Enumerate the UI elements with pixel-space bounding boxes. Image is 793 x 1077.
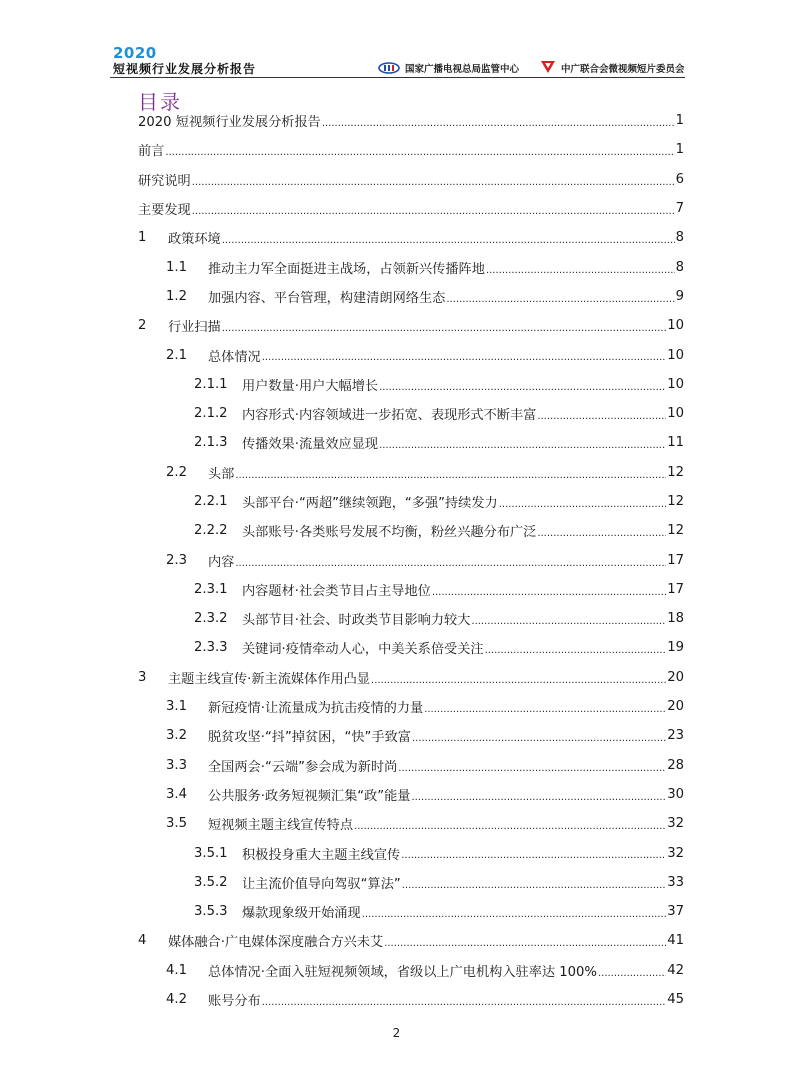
toc-entry[interactable] <box>138 897 684 926</box>
toc-entry-number: 4.2 <box>166 992 187 1008</box>
toc-entry-page: 10 <box>667 318 684 334</box>
nrta-logo-icon <box>378 59 400 78</box>
toc-entry-label: 2020 短视频行业发展分析报告 <box>138 115 321 131</box>
toc-dot-leader <box>411 790 666 803</box>
toc-entry-page: 17 <box>667 581 684 597</box>
toc-entry-page: 20 <box>667 669 684 685</box>
toc-dot-leader <box>537 526 666 539</box>
toc-entry-page: 11 <box>667 435 684 451</box>
toc-dot-leader <box>398 761 666 774</box>
toc-entry-page: 8 <box>675 230 684 246</box>
toc-entry[interactable] <box>138 838 684 867</box>
toc-entry-number: 3.4 <box>166 786 187 802</box>
toc-dot-leader <box>371 673 666 686</box>
report-title: 短视频行业发展分析报告 <box>113 62 257 76</box>
toc-entry-number: 2.1 <box>166 347 187 363</box>
toc-entry-label: 头部节目·社会、时政类节目影响力较大 <box>242 613 471 629</box>
toc-entry-page: 6 <box>675 171 684 187</box>
toc-entry-page: 45 <box>667 992 684 1008</box>
toc-entry[interactable] <box>138 370 684 399</box>
toc-entry[interactable] <box>138 633 684 662</box>
toc-dot-leader <box>354 819 666 832</box>
toc-entry-label: 总体情况 <box>208 349 261 365</box>
toc-dot-leader <box>446 292 674 305</box>
toc-dot-leader <box>192 204 675 217</box>
org-micro-video-committee <box>540 61 685 75</box>
toc-entry-label: 头部 <box>208 466 235 482</box>
toc-entry-page: 37 <box>667 904 684 920</box>
toc-entry-label: 头部平台·“两超”继续领跑，“多强”持续发力 <box>242 496 498 511</box>
toc-entry-label: 账号分布 <box>208 994 261 1010</box>
toc-entry-number: 2.3 <box>166 552 187 568</box>
toc-entry[interactable] <box>138 575 684 604</box>
toc-entry-label: 让主流价值导向驾驭“算法” <box>242 876 401 892</box>
toc-dot-leader <box>379 438 666 451</box>
toc-dot-leader <box>485 643 667 656</box>
toc-dot-leader <box>222 233 675 246</box>
toc-entry-number: 2.3.1 <box>194 581 228 597</box>
toc-dot-leader <box>401 848 666 861</box>
toc-entry-page: 28 <box>667 757 684 773</box>
toc-entry-label: 关键词·疫情牵动人心，中美关系倍受关注 <box>242 642 484 658</box>
toc-entry-number: 2.2.1 <box>194 494 228 509</box>
toc-dot-leader <box>165 145 674 158</box>
toc-entry-page: 7 <box>675 201 684 217</box>
toc-entry[interactable] <box>138 194 684 223</box>
toc-entry-page: 10 <box>667 347 684 363</box>
toc-entry[interactable] <box>138 487 684 516</box>
toc-entry-label: 总体情况·全面入驻短视频领域，省级以上广电机构入驻率达 100% <box>208 964 597 980</box>
toc-entry[interactable] <box>138 165 684 194</box>
toc-entry-label: 传播效果·流量效应显现 <box>242 437 379 453</box>
toc-entry-number: 3 <box>138 669 147 685</box>
toc-entry[interactable] <box>138 663 684 692</box>
toc-dot-leader <box>432 585 666 598</box>
toc-entry-page: 30 <box>667 786 684 802</box>
toc-entry-number: 3.5.1 <box>194 845 228 861</box>
toc-entry-number: 2.1.1 <box>194 376 228 392</box>
toc-entry-page: 10 <box>667 406 684 422</box>
toc-dot-leader <box>499 497 667 510</box>
toc-entry-label: 前言 <box>138 144 165 160</box>
toc-entry-page: 10 <box>667 376 684 392</box>
toc-entry[interactable] <box>138 135 684 164</box>
toc-dot-leader <box>402 878 666 891</box>
toc-entry-page: 9 <box>675 288 684 304</box>
toc-entry-label: 行业扫描 <box>168 320 221 336</box>
toc-entry-label: 主题主线宣传·新主流媒体作用凸显 <box>168 671 371 687</box>
toc-entry[interactable] <box>138 399 684 428</box>
toc-entry-page: 17 <box>667 552 684 568</box>
toc-dot-leader <box>235 468 666 481</box>
toc-dot-leader <box>322 116 675 129</box>
toc-dot-leader <box>235 556 666 569</box>
toc-entry-number: 2.3.2 <box>194 611 228 627</box>
header-rule <box>110 77 685 78</box>
toc-entry-label: 全国两会·“云端”参会成为新时尚 <box>208 759 398 775</box>
table-of-contents <box>138 106 684 1014</box>
toc-entry-label: 推动主力军全面挺进主战场，占领新兴传播阵地 <box>208 261 485 277</box>
toc-entry-page: 42 <box>667 962 684 978</box>
toc-entry-page: 32 <box>667 816 684 832</box>
toc-entry-label: 内容形式·内容领域进一步拓宽、表现形式不断丰富 <box>242 408 537 424</box>
toc-dot-leader <box>424 702 666 715</box>
toc-entry-number: 3.5.3 <box>194 904 228 920</box>
toc-dot-leader <box>262 995 666 1008</box>
toc-dot-leader <box>362 907 667 920</box>
toc-entry-number: 2.1.3 <box>194 435 228 451</box>
toc-dot-leader <box>486 263 675 276</box>
toc-entry-number: 4.1 <box>166 962 187 978</box>
toc-entry-label: 新冠疫情·让流量成为抗击疫情的力量 <box>208 701 424 717</box>
toc-entry[interactable] <box>138 985 684 1014</box>
toc-entry[interactable] <box>138 956 684 985</box>
toc-entry-page: 33 <box>667 874 684 890</box>
toc-entry-page: 32 <box>667 845 684 861</box>
toc-entry-label: 公共服务·政务短视频汇集“政”能量 <box>208 788 411 804</box>
toc-entry[interactable] <box>138 516 684 545</box>
toc-entry-label: 头部账号·各类账号发展不均衡，粉丝兴趣分布广泛 <box>242 525 537 541</box>
toc-dot-leader <box>384 936 666 949</box>
toc-dot-leader <box>537 409 666 422</box>
toc-entry-label: 研究说明 <box>138 173 191 189</box>
toc-entry-number: 3.3 <box>166 757 187 773</box>
toc-entry-number: 2 <box>138 318 147 334</box>
toc-entry-number: 3.5 <box>166 816 187 832</box>
toc-entry[interactable] <box>138 692 684 721</box>
toc-entry-number: 2.1.2 <box>194 406 228 422</box>
toc-entry-label: 内容 <box>208 554 235 570</box>
toc-entry-number: 3.2 <box>166 728 187 744</box>
toc-entry[interactable] <box>138 428 684 457</box>
toc-dot-leader <box>262 350 666 363</box>
toc-entry-label: 积极投身重大主题主线宣传 <box>242 847 401 863</box>
page-number: 2 <box>392 1026 401 1040</box>
toc-dot-leader <box>222 321 666 334</box>
toc-entry[interactable] <box>138 545 684 574</box>
toc-entry[interactable] <box>138 868 684 897</box>
toc-entry-number: 1 <box>138 230 147 246</box>
report-year: 2020 <box>113 44 157 62</box>
toc-entry[interactable] <box>138 223 684 252</box>
toc-entry-page: 20 <box>667 699 684 715</box>
toc-entry[interactable] <box>138 458 684 487</box>
toc-entry-number: 2.2.2 <box>194 523 228 539</box>
toc-entry[interactable] <box>138 721 684 750</box>
toc-entry[interactable] <box>138 751 684 780</box>
toc-entry-label: 内容题材·社会类节目占主导地位 <box>242 583 431 599</box>
toc-entry[interactable] <box>138 252 684 281</box>
toc-entry-page: 1 <box>675 142 684 158</box>
toc-entry-label: 脱贫攻坚·“抖”掉贫困，“快”手致富 <box>208 730 411 746</box>
page-header <box>0 0 793 82</box>
toc-entry-label: 媒体融合·广电媒体深度融合方兴未艾 <box>168 935 384 951</box>
toc-entry[interactable] <box>138 282 684 311</box>
toc-dot-leader <box>412 731 666 744</box>
org1-name: 国家广播电视总局监管中心 <box>405 64 520 75</box>
toc-entry[interactable] <box>138 106 684 135</box>
cctv-union-logo-icon <box>540 59 556 78</box>
toc-entry-label: 用户数量·用户大幅增长 <box>242 378 379 394</box>
toc-title: 目录 <box>138 90 182 114</box>
toc-dot-leader <box>598 966 666 979</box>
toc-dot-leader <box>471 614 666 627</box>
toc-entry[interactable] <box>138 311 684 340</box>
toc-entry-number: 3.5.2 <box>194 874 228 890</box>
toc-entry-number: 2.3.3 <box>194 640 228 656</box>
toc-entry-page: 12 <box>667 494 684 509</box>
toc-entry-page: 41 <box>667 933 684 949</box>
toc-entry-page: 12 <box>667 464 684 480</box>
toc-entry[interactable] <box>138 604 684 633</box>
org-nrta-monitoring-center <box>378 61 519 75</box>
toc-entry-number: 1.2 <box>166 288 187 304</box>
toc-entry-page: 1 <box>675 113 684 129</box>
toc-entry-page: 18 <box>667 611 684 627</box>
toc-entry-number: 2.2 <box>166 464 187 480</box>
toc-entry-number: 1.1 <box>166 259 187 275</box>
toc-entry-number: 3.1 <box>166 699 187 715</box>
org2-name: 中广联合会微视频短片委员会 <box>561 64 685 75</box>
toc-entry-label: 短视频主题主线宣传特点 <box>208 818 354 834</box>
toc-entry[interactable] <box>138 809 684 838</box>
toc-entry-page: 19 <box>667 640 684 656</box>
toc-entry[interactable] <box>138 780 684 809</box>
toc-entry-page: 8 <box>675 259 684 275</box>
toc-entry[interactable] <box>138 340 684 369</box>
toc-entry-page: 12 <box>667 523 684 539</box>
toc-entry-page: 23 <box>667 728 684 744</box>
toc-entry-label: 政策环境 <box>168 232 221 248</box>
toc-entry-label: 主要发现 <box>138 203 191 219</box>
toc-entry[interactable] <box>138 926 684 955</box>
toc-entry-number: 4 <box>138 933 147 949</box>
toc-dot-leader <box>192 175 675 188</box>
toc-entry-label: 爆款现象级开始涌现 <box>242 906 361 922</box>
toc-dot-leader <box>379 380 666 393</box>
toc-entry-label: 加强内容、平台管理，构建清朗网络生态 <box>208 290 446 306</box>
